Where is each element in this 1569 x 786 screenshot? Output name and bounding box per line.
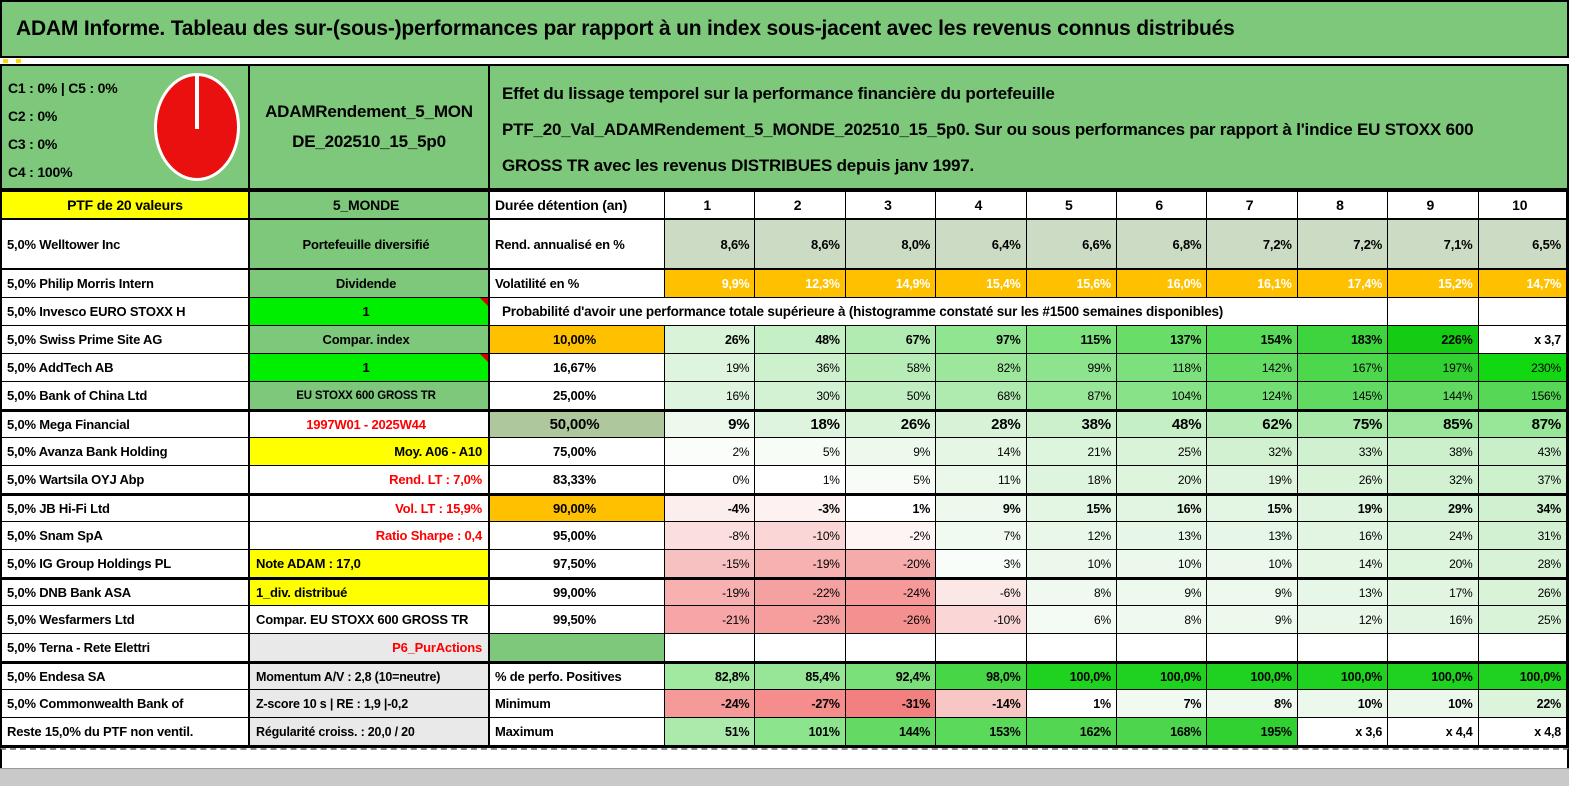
value-cell[interactable]: 17,4%	[1298, 270, 1388, 298]
value-cell[interactable]: 16%	[1298, 522, 1388, 550]
value-cell[interactable]: 10%	[1388, 690, 1478, 718]
value-cell[interactable]: 8%	[1207, 690, 1297, 718]
value-cell[interactable]	[1207, 634, 1297, 662]
value-cell[interactable]: 48%	[755, 326, 845, 354]
allocation-pie-chart[interactable]	[154, 73, 240, 181]
table-row	[2, 220, 1567, 270]
stock-name-cell[interactable]: 5,0% Welltower Inc	[2, 220, 250, 270]
row-label-cell[interactable]: 16,67%	[490, 354, 665, 382]
table-row	[2, 606, 1567, 634]
portfolio-info-cell[interactable]: Portefeuille diversifié	[250, 220, 490, 270]
row-label-cell[interactable]: % de perfo. Positives	[490, 664, 665, 690]
stock-name-cell[interactable]: 5,0% Endesa SA	[2, 664, 250, 690]
value-cell[interactable]: 26%	[1479, 580, 1567, 606]
stock-name-cell[interactable]: 5,0% Philip Morris Intern	[2, 270, 250, 298]
value-cell[interactable]: 168%	[1117, 718, 1207, 746]
value-cell[interactable]: -27%	[755, 690, 845, 718]
value-cell[interactable]: 19%	[1298, 496, 1388, 522]
value-cell[interactable]: 226%	[1388, 326, 1478, 354]
value-cell[interactable]: 8,6%	[665, 220, 755, 270]
class-line-c1-c5: C1 : 0% | C5 : 0%	[8, 80, 118, 96]
value-cell[interactable]: 8%	[1027, 580, 1117, 606]
value-cell[interactable]: 9%	[665, 412, 755, 438]
value-cell[interactable]: 36%	[755, 354, 845, 382]
value-cell[interactable]: 10%	[1117, 550, 1207, 578]
value-cell[interactable]: -24%	[846, 580, 936, 606]
value-cell[interactable]: 29%	[1388, 496, 1478, 522]
portfolio-info-cell[interactable]: 1997W01 - 2025W44	[250, 412, 490, 438]
value-cell[interactable]: 50%	[846, 382, 936, 410]
row-label-cell[interactable]: 50,00%	[490, 412, 665, 438]
page-gap	[0, 58, 1569, 64]
value-cell[interactable]	[936, 634, 1026, 662]
value-cell[interactable]: 43%	[1479, 438, 1567, 466]
row-label-cell[interactable]: 99,00%	[490, 580, 665, 606]
value-cell[interactable]: 32%	[1207, 438, 1297, 466]
row-label-cell[interactable]	[490, 634, 665, 662]
value-cell[interactable]: 142%	[1207, 354, 1297, 382]
value-cell[interactable]: -3%	[755, 496, 845, 522]
stock-name-cell[interactable]: 5,0% Mega Financial	[2, 412, 250, 438]
portfolio-info-cell[interactable]: 1	[250, 354, 490, 382]
value-cell[interactable]: 68%	[936, 382, 1026, 410]
value-cell[interactable]: 14%	[936, 438, 1026, 466]
value-cell[interactable]: -10%	[936, 606, 1026, 634]
value-cell[interactable]: 28%	[1479, 550, 1567, 578]
report-title-cell[interactable]	[0, 0, 1569, 58]
value-cell[interactable]: 10%	[1298, 690, 1388, 718]
report-title: ADAM Informe. Tableau des sur-(sous-)performances par rapport à un index sous-jacent avec les revenus connus distribués	[16, 17, 1235, 40]
value-cell[interactable]: 16%	[1117, 496, 1207, 522]
portfolio-info-cell[interactable]: 1	[250, 298, 490, 326]
table-row	[2, 410, 1567, 438]
value-cell[interactable]: 100,0%	[1027, 664, 1117, 690]
table-row	[2, 578, 1567, 606]
table-row	[2, 494, 1567, 522]
value-cell[interactable]: -20%	[846, 550, 936, 578]
value-cell[interactable]: 48%	[1117, 412, 1207, 438]
value-cell[interactable]: 100,0%	[1479, 664, 1567, 690]
value-cell[interactable]: 5%	[846, 466, 936, 494]
year-header-7[interactable]: 7	[1207, 192, 1297, 220]
value-cell[interactable]: 124%	[1207, 382, 1297, 410]
year-header-10[interactable]: 10	[1479, 192, 1567, 220]
row-label-cell[interactable]: 95,00%	[490, 522, 665, 550]
empty-cell[interactable]	[1388, 298, 1478, 326]
value-cell[interactable]	[665, 634, 755, 662]
value-cell[interactable]: 16%	[1388, 606, 1478, 634]
value-cell[interactable]: 6,5%	[1479, 220, 1567, 270]
value-cell[interactable]: -10%	[755, 522, 845, 550]
value-cell[interactable]	[1027, 634, 1117, 662]
value-cell[interactable]: 162%	[1027, 718, 1117, 746]
portfolio-info-cell[interactable]: Momentum A/V : 2,8 (10=neutre)	[250, 664, 490, 690]
portfolio-id-line1: ADAMRendement_5_MON	[265, 102, 473, 121]
value-cell[interactable]: 183%	[1298, 326, 1388, 354]
row-label-cell[interactable]: 90,00%	[490, 496, 665, 522]
value-cell[interactable]: 11%	[936, 466, 1026, 494]
value-cell[interactable]: x 4,4	[1388, 718, 1478, 746]
portfolio-info-cell[interactable]: Z-score 10 s | RE : 1,9 |-0,2	[250, 690, 490, 718]
value-cell[interactable]: 34%	[1479, 496, 1567, 522]
value-cell[interactable]: 6,4%	[936, 220, 1026, 270]
value-cell[interactable]: -2%	[846, 522, 936, 550]
value-cell[interactable]	[1298, 634, 1388, 662]
page-break-strip	[0, 748, 1569, 768]
table-row	[2, 466, 1567, 494]
value-cell[interactable]: 38%	[1027, 412, 1117, 438]
value-cell[interactable]: 1%	[846, 496, 936, 522]
value-cell[interactable]: 97%	[936, 326, 1026, 354]
value-cell[interactable]: x 3,7	[1479, 326, 1567, 354]
stock-name-cell[interactable]: 5,0% JB Hi-Fi Ltd	[2, 496, 250, 522]
value-cell[interactable]: -26%	[846, 606, 936, 634]
value-cell[interactable]: 3%	[936, 550, 1026, 578]
value-cell[interactable]: 100,0%	[1117, 664, 1207, 690]
value-cell[interactable]: 8%	[1117, 606, 1207, 634]
value-cell[interactable]: 15%	[1027, 496, 1117, 522]
value-cell[interactable]: 5%	[755, 438, 845, 466]
row-label-cell[interactable]: 75,00%	[490, 438, 665, 466]
value-cell[interactable]: 153%	[936, 718, 1026, 746]
value-cell[interactable]: 9%	[1207, 606, 1297, 634]
year-header-4[interactable]: 4	[936, 192, 1026, 220]
value-cell[interactable]: 7%	[1117, 690, 1207, 718]
class-line-c2: C2 : 0%	[8, 108, 58, 124]
value-cell[interactable]: 18%	[1027, 466, 1117, 494]
value-cell[interactable]: 22%	[1479, 690, 1567, 718]
value-cell[interactable]: -21%	[665, 606, 755, 634]
table-row	[2, 550, 1567, 578]
row-label-cell[interactable]: 83,33%	[490, 466, 665, 494]
comment-marker-icon	[480, 354, 488, 362]
value-cell[interactable]: -22%	[755, 580, 845, 606]
stock-name-cell[interactable]: 5,0% Commonwealth Bank of	[2, 690, 250, 718]
value-cell[interactable]: 10%	[1207, 550, 1297, 578]
value-cell[interactable]: 15%	[1207, 496, 1297, 522]
value-cell[interactable]: 118%	[1117, 354, 1207, 382]
performance-table	[0, 190, 1569, 748]
stock-name-cell[interactable]: 5,0% IG Group Holdings PL	[2, 550, 250, 578]
portfolio-info-cell[interactable]: Dividende	[250, 270, 490, 298]
value-cell[interactable]: -15%	[665, 550, 755, 578]
value-cell[interactable]: 16,0%	[1117, 270, 1207, 298]
value-cell[interactable]: 9%	[936, 496, 1026, 522]
portfolio-info-cell[interactable]: Note ADAM : 17,0	[250, 550, 490, 578]
value-cell[interactable]: 18%	[755, 412, 845, 438]
description-line3: GROSS TR avec les revenus DISTRIBUES depuis janv 1997.	[502, 156, 974, 175]
value-cell[interactable]: 195%	[1207, 718, 1297, 746]
portfolio-info-cell[interactable]: P6_PurActions	[250, 634, 490, 662]
value-cell[interactable]: 19%	[665, 354, 755, 382]
row-label-cell[interactable]: 10,00%	[490, 326, 665, 354]
value-cell[interactable]: 14,7%	[1479, 270, 1567, 298]
table-row	[2, 634, 1567, 662]
page-break-mark	[16, 59, 21, 63]
stock-name-cell[interactable]: 5,0% Swiss Prime Site AG	[2, 326, 250, 354]
stock-name-cell[interactable]: 5,0% Terna - Rete Elettri	[2, 634, 250, 662]
value-cell[interactable]: 13%	[1298, 580, 1388, 606]
value-cell[interactable]: -23%	[755, 606, 845, 634]
value-cell[interactable]: 15,2%	[1388, 270, 1478, 298]
value-cell[interactable]: 19%	[1207, 466, 1297, 494]
portfolio-info-cell[interactable]: 1_div. distribué	[250, 580, 490, 606]
value-cell[interactable]: 2%	[665, 438, 755, 466]
value-cell[interactable]: 156%	[1479, 382, 1567, 410]
page-break-mark	[3, 59, 8, 63]
year-header-6[interactable]: 6	[1117, 192, 1207, 220]
value-cell[interactable]: -4%	[665, 496, 755, 522]
class-allocation-cell[interactable]	[2, 66, 250, 188]
value-cell[interactable]: 100,0%	[1388, 664, 1478, 690]
header-block	[0, 64, 1569, 190]
value-cell[interactable]: 15,4%	[936, 270, 1026, 298]
value-cell[interactable]: -8%	[665, 522, 755, 550]
value-cell[interactable]: -24%	[665, 690, 755, 718]
value-cell[interactable]: 14,9%	[846, 270, 936, 298]
value-cell[interactable]: 24%	[1388, 522, 1478, 550]
value-cell[interactable]: 85%	[1388, 412, 1478, 438]
value-cell[interactable]: 28%	[936, 412, 1026, 438]
value-cell[interactable]: 8,0%	[846, 220, 936, 270]
value-cell[interactable]: 13%	[1117, 522, 1207, 550]
stock-name-cell[interactable]: 5,0% Wesfarmers Ltd	[2, 606, 250, 634]
value-cell[interactable]: 15,6%	[1027, 270, 1117, 298]
probability-header-cell[interactable]: Probabilité d'avoir une performance totale supérieure à (histogramme constaté sur les #1500 semaines disponibles)	[490, 298, 1388, 326]
value-cell[interactable]: 144%	[1388, 382, 1478, 410]
table-row	[2, 662, 1567, 690]
value-cell[interactable]	[1388, 634, 1478, 662]
value-cell[interactable]: 100,0%	[1298, 664, 1388, 690]
description-line1: Effet du lissage temporel sur la performance financière du portefeuille	[502, 84, 1055, 103]
value-cell[interactable]	[1117, 634, 1207, 662]
year-header-9[interactable]: 9	[1388, 192, 1478, 220]
value-cell[interactable]: 26%	[665, 326, 755, 354]
value-cell[interactable]: 101%	[755, 718, 845, 746]
description-line2: PTF_20_Val_ADAMRendement_5_MONDE_202510_15_5p0. Sur ou sous performances par rapport à l'indice EU STOXX 600	[502, 120, 1474, 139]
table-row	[2, 718, 1567, 746]
table-row	[2, 382, 1567, 410]
value-cell[interactable]: 38%	[1388, 438, 1478, 466]
value-cell[interactable]	[1479, 634, 1567, 662]
portfolio-info-cell[interactable]: Régularité croiss. : 20,0 / 20	[250, 718, 490, 746]
value-cell[interactable]: 7,1%	[1388, 220, 1478, 270]
value-cell[interactable]: 13%	[1207, 522, 1297, 550]
value-cell[interactable]: 51%	[665, 718, 755, 746]
portfolio-info-cell[interactable]: Ratio Sharpe : 0,4	[250, 522, 490, 550]
value-cell[interactable]: 30%	[755, 382, 845, 410]
value-cell[interactable]: 82%	[936, 354, 1026, 382]
value-cell[interactable]: 98,0%	[936, 664, 1026, 690]
value-cell[interactable]: 87%	[1479, 412, 1567, 438]
table-row	[2, 354, 1567, 382]
value-cell[interactable]: 197%	[1388, 354, 1478, 382]
value-cell[interactable]: 7%	[936, 522, 1026, 550]
value-cell[interactable]: 82,8%	[665, 664, 755, 690]
class-line-c3: C3 : 0%	[8, 136, 58, 152]
portfolio-info-cell[interactable]: Vol. LT : 15,9%	[250, 496, 490, 522]
value-cell[interactable]: x 4,8	[1479, 718, 1567, 746]
table-row	[2, 438, 1567, 466]
year-header-8[interactable]: 8	[1298, 192, 1388, 220]
comment-marker-icon	[480, 298, 488, 306]
value-cell[interactable]: 100,0%	[1207, 664, 1297, 690]
value-cell[interactable]: -19%	[665, 580, 755, 606]
value-cell[interactable]: 14%	[1298, 550, 1388, 578]
row-label-cell[interactable]: Rend. annualisé en %	[490, 220, 665, 270]
year-header-5[interactable]: 5	[1027, 192, 1117, 220]
value-cell[interactable]: 1%	[755, 466, 845, 494]
value-cell[interactable]: 33%	[1298, 438, 1388, 466]
value-cell[interactable]: 0%	[665, 466, 755, 494]
stock-name-cell[interactable]: 5,0% AddTech AB	[2, 354, 250, 382]
value-cell[interactable]: 6%	[1027, 606, 1117, 634]
year-header-1[interactable]: 1	[665, 192, 755, 220]
value-cell[interactable]: 25%	[1479, 606, 1567, 634]
stock-name-cell[interactable]: 5,0% Wartsila OYJ Abp	[2, 466, 250, 494]
window-bottom-band	[0, 768, 1569, 786]
value-cell[interactable]: 8,6%	[755, 220, 845, 270]
value-cell[interactable]: 85,4%	[755, 664, 845, 690]
value-cell[interactable]: 144%	[846, 718, 936, 746]
value-cell[interactable]: 31%	[1479, 522, 1567, 550]
year-header-3[interactable]: 3	[846, 192, 936, 220]
value-cell[interactable]: x 3,6	[1298, 718, 1388, 746]
description-cell[interactable]	[490, 66, 1567, 188]
value-cell[interactable]: 67%	[846, 326, 936, 354]
value-cell[interactable]: 87%	[1027, 382, 1117, 410]
value-cell[interactable]: 16%	[665, 382, 755, 410]
header-duration-cell[interactable]: Durée détention (an)	[490, 192, 665, 220]
row-label-cell[interactable]: 25,00%	[490, 382, 665, 410]
header-ptf-cell[interactable]: PTF de 20 valeurs	[2, 192, 250, 220]
value-cell[interactable]: 115%	[1027, 326, 1117, 354]
value-cell[interactable]: -14%	[936, 690, 1026, 718]
value-cell[interactable]: 92,4%	[846, 664, 936, 690]
value-cell[interactable]: 9%	[846, 438, 936, 466]
value-cell[interactable]: 9,9%	[665, 270, 755, 298]
value-cell[interactable]: 145%	[1298, 382, 1388, 410]
value-cell[interactable]: 12,3%	[755, 270, 845, 298]
value-cell[interactable]: 99%	[1027, 354, 1117, 382]
stock-name-cell[interactable]: Reste 15,0% du PTF non ventil.	[2, 718, 250, 746]
header-universe-cell[interactable]: 5_MONDE	[250, 192, 490, 220]
table-header-row	[2, 192, 1567, 220]
row-label-cell[interactable]: 97,50%	[490, 550, 665, 578]
stock-name-cell[interactable]: 5,0% Avanza Bank Holding	[2, 438, 250, 466]
portfolio-info-cell[interactable]: EU STOXX 600 GROSS TR	[250, 382, 490, 410]
table-row	[2, 298, 1567, 326]
portfolio-info-cell[interactable]: Compar. EU STOXX 600 GROSS TR	[250, 606, 490, 634]
row-label-cell[interactable]: Minimum	[490, 690, 665, 718]
portfolio-info-cell[interactable]: Compar. index	[250, 326, 490, 354]
value-cell[interactable]: 104%	[1117, 382, 1207, 410]
table-row	[2, 326, 1567, 354]
value-cell[interactable]: 6,6%	[1027, 220, 1117, 270]
value-cell[interactable]: 12%	[1027, 522, 1117, 550]
value-cell[interactable]: -6%	[936, 580, 1026, 606]
value-cell[interactable]: -31%	[846, 690, 936, 718]
value-cell[interactable]: 230%	[1479, 354, 1567, 382]
value-cell[interactable]: 32%	[1388, 466, 1478, 494]
value-cell[interactable]	[846, 634, 936, 662]
value-cell[interactable]: 9%	[1117, 580, 1207, 606]
value-cell[interactable]: 26%	[1298, 466, 1388, 494]
value-cell[interactable]: 25%	[1117, 438, 1207, 466]
portfolio-info-cell[interactable]: Moy. A06 - A10	[250, 438, 490, 466]
table-row	[2, 690, 1567, 718]
value-cell[interactable]: 16,1%	[1207, 270, 1297, 298]
row-label-cell[interactable]: 99,50%	[490, 606, 665, 634]
stock-name-cell[interactable]: 5,0% Invesco EURO STOXX H	[2, 298, 250, 326]
portfolio-id-cell[interactable]	[250, 66, 490, 188]
pie-radius-line	[195, 76, 199, 129]
value-cell[interactable]	[755, 634, 845, 662]
value-cell[interactable]: 154%	[1207, 326, 1297, 354]
value-cell[interactable]: 62%	[1207, 412, 1297, 438]
value-cell[interactable]: 37%	[1479, 466, 1567, 494]
value-cell[interactable]: 10%	[1027, 550, 1117, 578]
value-cell[interactable]: 7,2%	[1207, 220, 1297, 270]
value-cell[interactable]: 20%	[1388, 550, 1478, 578]
portfolio-info-cell[interactable]: Rend. LT : 7,0%	[250, 466, 490, 494]
value-cell[interactable]: 26%	[846, 412, 936, 438]
empty-cell[interactable]	[1479, 298, 1567, 326]
table-row	[2, 270, 1567, 298]
row-label-cell[interactable]: Maximum	[490, 718, 665, 746]
stock-name-cell[interactable]: 5,0% DNB Bank ASA	[2, 580, 250, 606]
value-cell[interactable]: 17%	[1388, 580, 1478, 606]
value-cell[interactable]: 167%	[1298, 354, 1388, 382]
value-cell[interactable]: 137%	[1117, 326, 1207, 354]
value-cell[interactable]: 6,8%	[1117, 220, 1207, 270]
stock-name-cell[interactable]: 5,0% Snam SpA	[2, 522, 250, 550]
year-header-2[interactable]: 2	[755, 192, 845, 220]
value-cell[interactable]: 7,2%	[1298, 220, 1388, 270]
value-cell[interactable]: 75%	[1298, 412, 1388, 438]
value-cell[interactable]: 9%	[1207, 580, 1297, 606]
portfolio-id-line2: DE_202510_15_5p0	[292, 132, 446, 151]
row-label-cell[interactable]: Volatilité en %	[490, 270, 665, 298]
value-cell[interactable]: 12%	[1298, 606, 1388, 634]
value-cell[interactable]: -19%	[755, 550, 845, 578]
table-row	[2, 522, 1567, 550]
value-cell[interactable]: 58%	[846, 354, 936, 382]
value-cell[interactable]: 1%	[1027, 690, 1117, 718]
stock-name-cell[interactable]: 5,0% Bank of China Ltd	[2, 382, 250, 410]
value-cell[interactable]: 21%	[1027, 438, 1117, 466]
value-cell[interactable]: 20%	[1117, 466, 1207, 494]
class-line-c4: C4 : 100%	[8, 164, 73, 180]
